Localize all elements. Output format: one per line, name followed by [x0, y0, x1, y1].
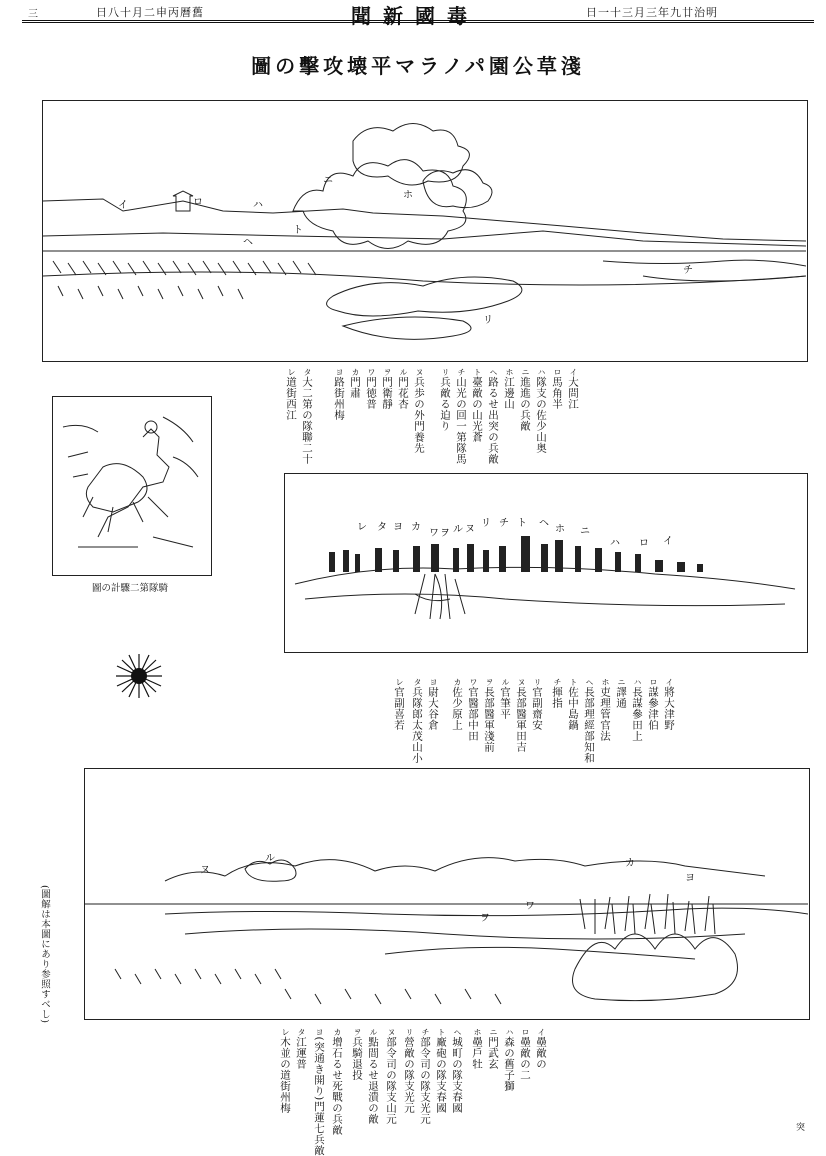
legend-item: ホ江邊山 [503, 368, 515, 410]
legend-item: ロ馬角半 [551, 368, 563, 410]
legend-item: ル點間るせ退潰の敵 [367, 1028, 379, 1125]
legend-item: ロ壘敵の二 [519, 1028, 531, 1081]
top-panorama-drawing [43, 101, 806, 360]
legend-item: カ增石るせ死戰の兵敵 [331, 1028, 343, 1136]
legend-item: レ木並の道街州梅 [279, 1028, 291, 1114]
legend-item: ヨ(突通き開り)門蓮七兵敵 [313, 1028, 325, 1156]
officer-label: チ [499, 518, 509, 529]
legend-item: タ兵隊郎太茂山小 [411, 678, 423, 764]
cavalry-drawing [53, 397, 210, 574]
panorama-label: ヲ [480, 913, 490, 924]
officer-label: ヘ [539, 518, 549, 529]
legend-item: ホ吏理管官法 [599, 678, 611, 742]
legend-item: カ佐少原上 [451, 678, 463, 731]
officer-label: ホ [555, 524, 565, 535]
officer-label: リ [481, 518, 491, 529]
panorama-label: ト [293, 225, 303, 236]
top-panorama-frame [42, 100, 808, 362]
panorama-label: ロ [193, 197, 203, 208]
officer-label: タ [377, 522, 387, 533]
bottom-panorama-frame [84, 768, 810, 1020]
article-title: 圖の擊攻壊平マラノパ園公草淺 [251, 54, 585, 78]
legend-item: チ揮指 [551, 678, 563, 709]
legend-item: ニ門武玄 [487, 1028, 499, 1070]
legend-item: ヌ長部醫軍田吉 [515, 678, 527, 753]
legend-item: チ部令司の隊支光元 [419, 1028, 431, 1125]
side-note: (圖解は本圖にあり参照すべし) [39, 885, 50, 1024]
legend-item: イ大問江 [567, 368, 579, 410]
panorama-label: カ [625, 858, 635, 869]
panorama-label: ニ [323, 175, 333, 186]
officer-label: ト [517, 518, 527, 529]
officer-label: レ [357, 522, 367, 533]
legend-item: リ官副齋安 [531, 678, 543, 731]
legend-item: リ營敵の隊支光元 [403, 1028, 415, 1114]
officer-label: カ [411, 522, 421, 533]
legend-item: イ將大津野 [663, 678, 675, 731]
legend-item: タ江運普 [295, 1028, 307, 1070]
legend-item: ル門花杏 [397, 368, 409, 410]
burst-emblem [114, 652, 164, 700]
officer-label: イ [663, 536, 673, 547]
legend-item: ヨ路街州梅 [333, 368, 345, 421]
legend-item: ヘ路るせ出突の兵敵 [487, 368, 499, 465]
header-right-date: 日一十三月三年九廿治明 [586, 6, 718, 19]
legend-item: カ門肅 [349, 368, 361, 399]
legend-item: ロ謀參津伯 [647, 678, 659, 731]
legend-item: イ壘敵の [535, 1028, 547, 1070]
panorama-label: ヌ [200, 865, 210, 876]
officer-label: ロ [639, 538, 649, 549]
officer-label: ニ [580, 526, 590, 537]
legend-item: ヨ尉大谷倉 [427, 678, 439, 731]
legend-item: ホ壘戶牡 [471, 1028, 483, 1070]
inset-cavalry-frame [52, 396, 212, 576]
panorama-label: ハ [253, 200, 263, 211]
legend-item: ト臺敵の山光蒼 [471, 368, 483, 443]
legend-item: ヲ門衛靜 [381, 368, 393, 410]
panorama-label: ヨ [685, 873, 695, 884]
legend-item: ハ長謀參田上 [631, 678, 643, 742]
page-number: 三 [28, 9, 38, 20]
legend-item: ヌ兵歩の外門養先 [413, 368, 425, 454]
legend-item: ヌ部令司の隊支山元 [385, 1028, 397, 1125]
legend-item: ヲ長部醫軍淺前 [483, 678, 495, 753]
legend-item: ル官筆平 [499, 678, 511, 720]
legend-item: ヘ城町の隊支春國 [451, 1028, 463, 1114]
legend-item: ハ隊支の佐少山奥 [535, 368, 547, 454]
officers-drawing [285, 474, 806, 651]
legend-item: レ道街西江 [285, 368, 297, 421]
panorama-label: チ [683, 265, 693, 276]
middle-panorama-frame [284, 473, 808, 653]
legend-item: ハ森の舊子獅 [503, 1028, 515, 1092]
masthead: 聞新國毒 [351, 4, 479, 28]
panorama-label: ル [265, 853, 275, 864]
legend-item: ニ譯通 [615, 678, 627, 709]
panorama-label: ヘ [243, 237, 253, 248]
officer-label: ワ [429, 528, 439, 539]
panorama-label: リ [483, 315, 493, 326]
officer-label: ヨ [393, 522, 403, 533]
panorama-label: イ [118, 200, 128, 211]
note-mark: 突 [796, 1123, 806, 1133]
legend-item: ト廠砲の隊支春國 [435, 1028, 447, 1114]
legend-item: レ官副喜若 [393, 678, 405, 731]
legend-item: ワ官醫部中田 [467, 678, 479, 742]
legend-item: タ大二第の隊聯二十 [301, 368, 313, 465]
officer-label: ル [453, 524, 463, 535]
legend-item: リ兵敵る迫り [439, 368, 451, 432]
legend-item: チ山光の回一第隊馬 [455, 368, 467, 465]
panorama-label: ホ [403, 190, 413, 201]
bottom-panorama-drawing [85, 769, 808, 1018]
officer-label: ヲ [440, 528, 450, 539]
legend-item: ヲ兵騎退投 [351, 1028, 363, 1081]
legend-item: ト佐中島鍋 [567, 678, 579, 731]
officer-label: ハ [610, 538, 620, 549]
panorama-label: ワ [525, 901, 535, 912]
legend-item: ワ門徳普 [365, 368, 377, 410]
legend-item: ヘ長部理經部知和 [583, 678, 595, 764]
header-left-date: 日八十月二申丙曆舊 [96, 6, 204, 19]
inset-caption: 圖の計驟二第隊騎 [92, 583, 169, 594]
officer-label: ヌ [465, 524, 475, 535]
legend-item: ニ進進の兵敵 [519, 368, 531, 432]
